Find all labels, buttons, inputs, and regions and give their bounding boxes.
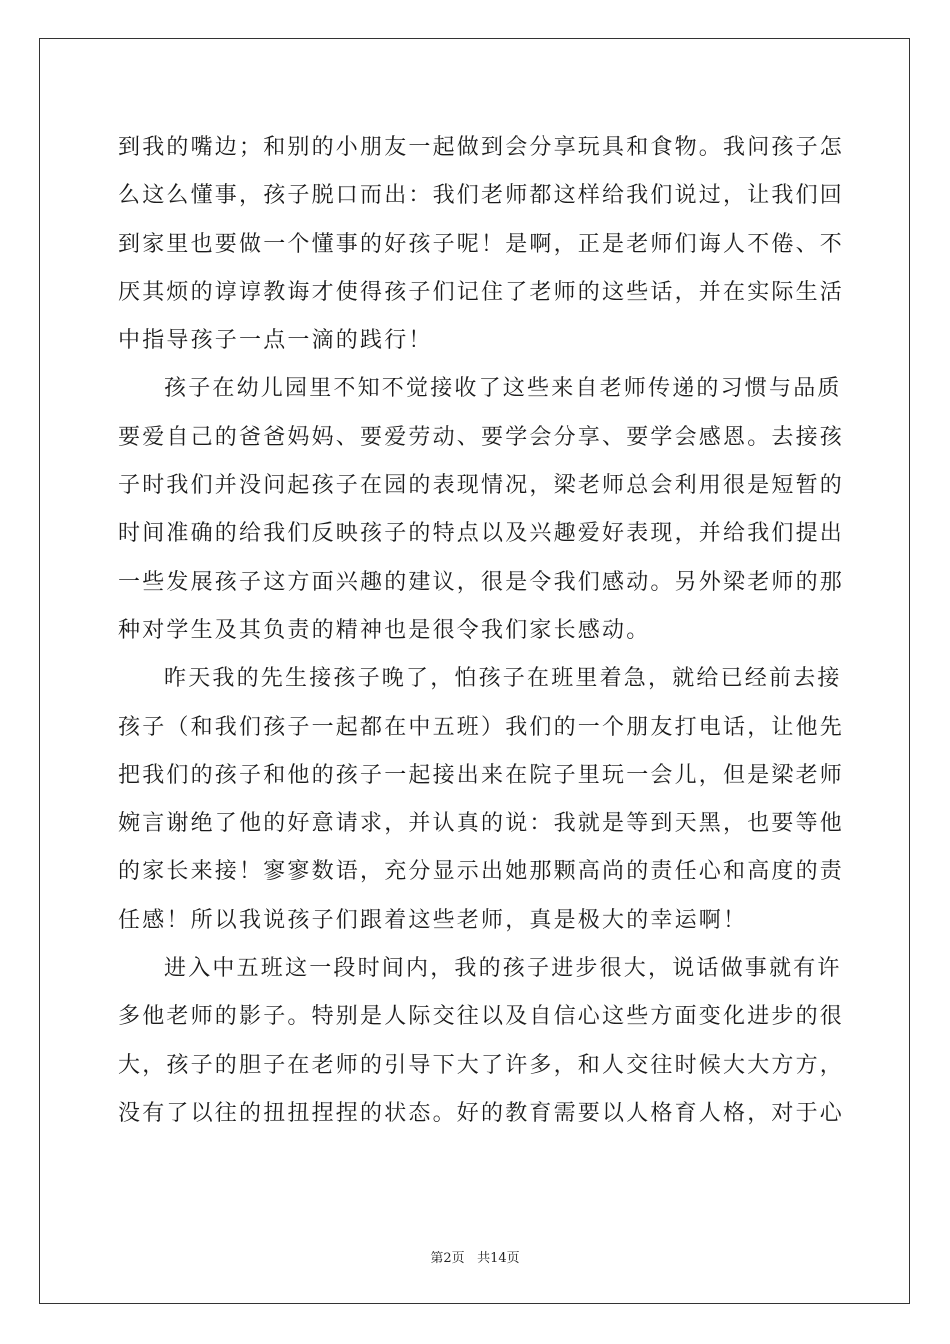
paragraph-start-line: 昨天我的先生接孩子晚了，怕孩子在班里着急，就给已经前去接 [164, 666, 842, 692]
paragraph-start-line: 孩子在幼儿园里不知不觉接收了这些来自老师传递的习惯与品质 [164, 376, 842, 402]
paragraph-start-line: 进入中五班这一段时间内，我的孩子进步很大，说话做事就有许 [164, 956, 842, 982]
text-line: 厌其烦的谆谆教诲才使得孩子们记住了老师的这些话，并在实际生活 [118, 279, 845, 305]
text-line: 任感！所以我说孩子们跟着这些老师，真是极大的幸运啊！ [118, 907, 748, 933]
text-line: 孩子（和我们孩子一起都在中五班）我们的一个朋友打电话，让他先 [118, 714, 845, 740]
text-line: 把我们的孩子和他的孩子一起接出来在院子里玩一会儿，但是梁老师 [118, 762, 845, 788]
text-line: 没有了以往的扭扭捏捏的状态。好的教育需要以人格育人格，对于心 [118, 1100, 845, 1126]
text-line: 多他老师的影子。特别是人际交往以及自信心这些方面变化进步的很 [118, 1004, 845, 1030]
text-line: 一些发展孩子这方面兴趣的建议，很是令我们感动。另外梁老师的那 [118, 569, 845, 595]
text-line: 时间准确的给我们反映孩子的特点以及兴趣爱好表现，并给我们提出 [118, 521, 845, 547]
text-line: 到我的嘴边；和别的小朋友一起做到会分享玩具和食物。我问孩子怎 [118, 135, 845, 160]
text-line: 种对学生及其负责的精神也是很令我们家长感动。 [118, 617, 651, 643]
text-line: 婉言谢绝了他的好意请求，并认真的说：我就是等到天黑，也要等他 [118, 811, 845, 837]
text-line: 么这么懂事，孩子脱口而出：我们老师都这样给我们说过，让我们回 [118, 183, 845, 209]
text-line: 到家里也要做一个懂事的好孩子呢！是啊，正是老师们诲人不倦、不 [118, 231, 845, 257]
text-line: 的家长来接！寥寥数语，充分显示出她那颗高尚的责任心和高度的责 [118, 859, 845, 885]
page-footer [0, 1247, 950, 1266]
text-line: 中指导孩子一点一滴的践行！ [118, 328, 433, 354]
text-line: 大，孩子的胆子在老师的引导下大了许多，和人交往时候大大方方， [118, 1052, 845, 1078]
text-line: 子时我们并没问起孩子在园的表现情况，梁老师总会利用很是短暂的 [118, 473, 845, 499]
text-line: 要爱自己的爸爸妈妈、要爱劳动、要学会分享、要学会感恩。去接孩 [118, 424, 845, 450]
document-body [118, 124, 845, 1138]
page-total: 共14页 [477, 1251, 520, 1266]
page-number: 第2页 [430, 1251, 465, 1266]
